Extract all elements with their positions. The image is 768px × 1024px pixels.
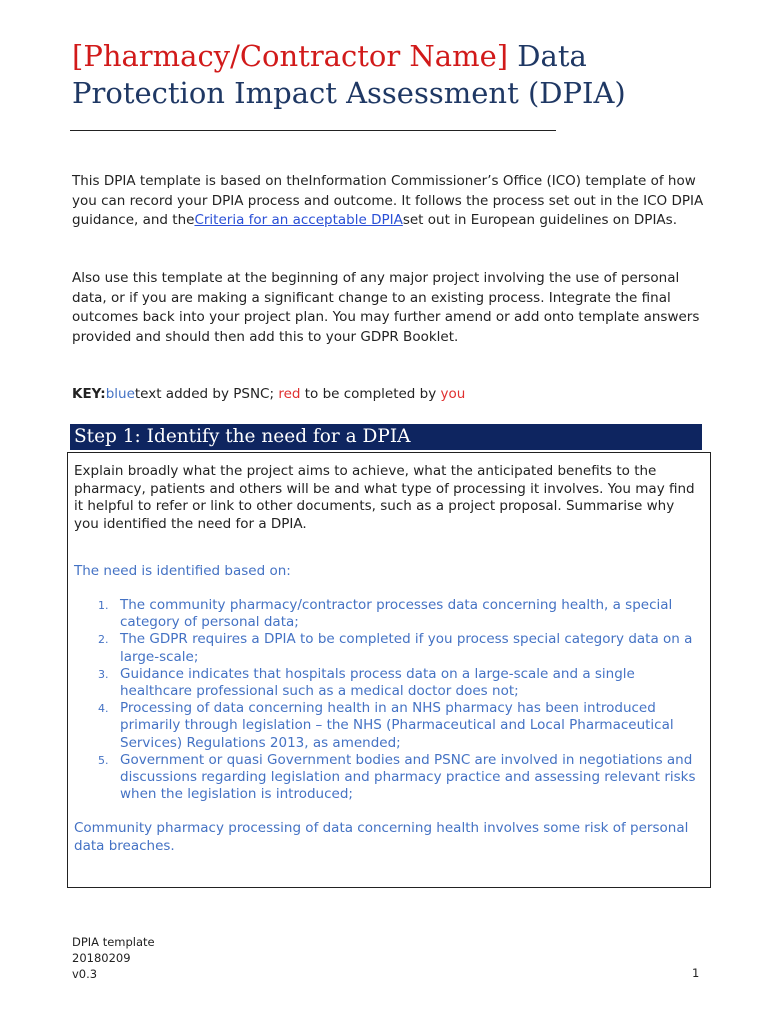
list-item (74, 752, 700, 804)
list-item (74, 666, 700, 700)
intro-text-1: This DPIA template is based on theInformation Commissioner’s Office (ICO) template of how you can record your DPIA process and outcome. It follows the process set out in the ICO DPIA guidance, and the (72, 173, 704, 228)
footer-version: v0.3 (72, 967, 98, 981)
intro-text-2: set out in European guidelines on DPIAs. (402, 212, 677, 228)
list-text: The GDPR requires a DPIA to be completed if you process special category data on a large-scale; (120, 631, 693, 665)
title-line2: Protection Impact Assessment (DPIA) (72, 76, 626, 110)
step1-summary: Community pharmacy processing of data concerning health involves some risk of personal data breaches. (74, 820, 689, 854)
key-blue-rest: text added by PSNC; (134, 386, 279, 402)
list-item (74, 700, 700, 752)
key-you: you (440, 386, 466, 402)
step1-answer-box[interactable] (67, 452, 711, 888)
list-item (74, 631, 700, 665)
list-text: The community pharmacy/contractor processes data concerning health, a special category of personal data; (120, 597, 673, 631)
list-number: 4. (98, 702, 109, 716)
list-text: Government or quasi Government bodies and PSNC are involved in negotiations and discussions regarding legislation and pharmacy practice and assessing relevant risks when the legislation is introduced; (120, 751, 696, 803)
key-red-word: red (278, 386, 301, 402)
document-title (72, 38, 712, 112)
key-middle: to be completed by (300, 386, 441, 402)
criteria-link[interactable]: Criteria for an acceptable DPIA (194, 212, 403, 228)
page-number: 1 (692, 966, 700, 980)
list-text: Guidance indicates that hospitals process data on a large-scale and a single healthcare professional such as a medical doctor does not; (120, 665, 635, 700)
contractor-name-placeholder: [Pharmacy/Contractor Name] (72, 39, 509, 73)
title-underline (70, 130, 556, 131)
list-number: 5. (98, 753, 109, 767)
colour-key (72, 385, 707, 405)
step1-instructions: Explain broadly what the project aims to achieve, what the anticipated benefits to the pharmacy, patients and others will be and what type of processing it involves. You may find it helpful to refer or link to other documents, such as a project proposal. Summarise why you identified the need for a DPIA. (74, 463, 695, 532)
usage-paragraph: Also use this template at the beginning of any major project involving the use of personal data, or if you are making a significant change to an existing process. Integrate the final outcomes back into your project plan. You may further amend or add onto template answers provided and should then add this to your GDPR Booklet. (72, 270, 700, 345)
list-item (74, 597, 700, 631)
key-label: KEY: (72, 386, 106, 402)
list-text: Processing of data concerning health in an NHS pharmacy has been introduced primarily through legislation – the NHS (Pharmaceutical and Local Pharmaceutical Services) Regulations 2013, as amended; (120, 700, 674, 751)
intro-paragraph (72, 172, 707, 231)
list-number: 2. (98, 633, 109, 647)
need-intro: The need is identified based on: (74, 563, 291, 579)
footer-doc-name: DPIA template (72, 935, 155, 949)
footer (72, 934, 155, 982)
step1-heading: Step 1: Identify the need for a DPIA (70, 424, 702, 450)
reasons-list (74, 597, 700, 803)
list-number: 1. (98, 599, 109, 612)
title-line1: Data (508, 39, 587, 73)
list-number: 3. (98, 667, 109, 681)
footer-date: 20180209 (72, 951, 131, 965)
key-blue-word: blue (105, 386, 135, 402)
